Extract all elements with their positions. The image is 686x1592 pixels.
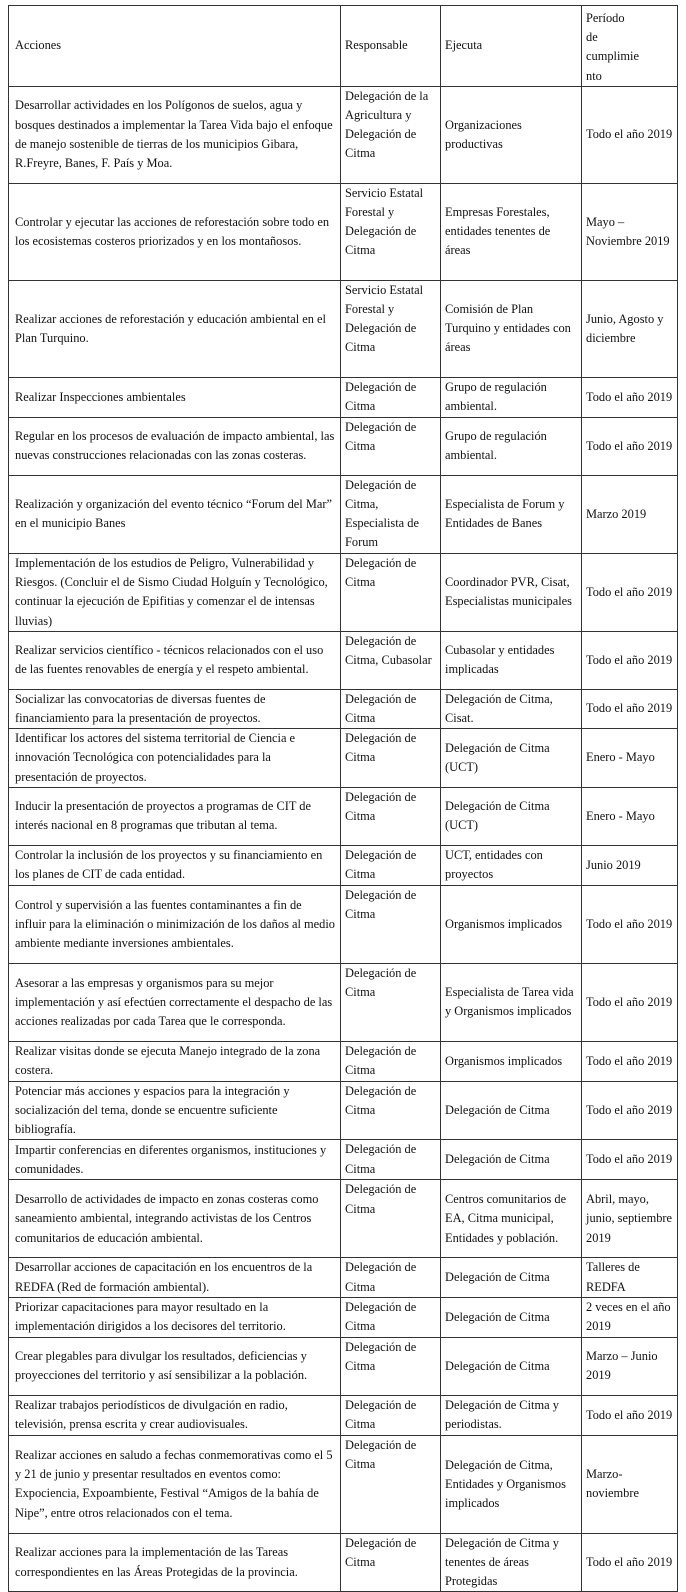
- ejecuta-cell: Delegación de Citma: [441, 1337, 582, 1395]
- table-row: [9, 963, 678, 1041]
- periodo-cell: Todo el año 2019: [582, 631, 678, 689]
- accion-cell: Realizar Inspecciones ambientales: [9, 377, 341, 417]
- ejecuta-cell: UCT, entidades con proyectos: [441, 845, 582, 885]
- responsable-cell: Delegación de Citma, Especialista de Forum: [341, 475, 441, 553]
- ejecuta-cell: Organizaciones productivas: [441, 86, 582, 183]
- responsable-cell: Delegación de Citma: [341, 963, 441, 1041]
- ejecuta-cell: Centros comunitarios de EA, Citma municipal, Entidades y población.: [441, 1180, 582, 1258]
- accion-cell: Identificar los actores del sistema territorial de Ciencia e innovación Tecnológica con potencialidades para la presentación de proyectos.: [9, 729, 341, 788]
- header-acciones: Acciones: [9, 6, 341, 87]
- periodo-cell: Todo el año 2019: [582, 1081, 678, 1140]
- table-row: [9, 1435, 678, 1533]
- actions-table: [8, 5, 678, 1592]
- accion-cell: Desarrollar actividades en los Polígonos de suelos, agua y bosques destinados a implementar la Tarea Vida bajo el enfoque de manejo sostenible de tierras de los municipios Gibara, R.Freyre, Banes, F. País y Moa.: [9, 86, 341, 183]
- accion-cell: Realizar servicios científico - técnicos relacionados con el uso de las fuentes renovables de energía y el respeto ambiental.: [9, 631, 341, 689]
- table-row: [9, 787, 678, 845]
- table-row: [9, 845, 678, 885]
- header-periodo-line: nto: [586, 68, 602, 83]
- accion-cell: Socializar las convocatorias de diversas fuentes de financiamiento para la presentación de proyectos.: [9, 689, 341, 728]
- accion-cell: Desarrollar acciones de capacitación en los encuentros de la REDFA (Red de formación ambiental).: [9, 1258, 341, 1297]
- table-row: [9, 475, 678, 553]
- responsable-cell: Delegación de Citma: [341, 377, 441, 417]
- accion-cell: Controlar y ejecutar las acciones de reforestación sobre todo en los ecosistemas costeros priorizados y en los montañosos.: [9, 183, 341, 280]
- responsable-cell: Delegación de Citma: [341, 1297, 441, 1337]
- ejecuta-cell: Delegación de Citma y tenentes de áreas Protegidas: [441, 1533, 582, 1592]
- accion-cell: Desarrollo de actividades de impacto en zonas costeras como saneamiento ambiental, integrando activistas de los Centros comunitarios de educación ambiental.: [9, 1180, 341, 1258]
- table-row: [9, 689, 678, 728]
- responsable-cell: Delegación de Citma: [341, 729, 441, 788]
- header-periodo-line: cumplimie: [586, 49, 639, 64]
- header-periodo: [582, 6, 678, 87]
- responsable-cell: Delegación de Citma, Cubasolar: [341, 631, 441, 689]
- table-row: [9, 631, 678, 689]
- responsable-cell: Delegación de Citma: [341, 885, 441, 963]
- header-responsable: Responsable: [341, 6, 441, 87]
- responsable-cell: Delegación de Citma: [341, 787, 441, 845]
- header-row: [9, 6, 678, 87]
- table-row: [9, 86, 678, 183]
- periodo-cell: Todo el año 2019: [582, 963, 678, 1041]
- accion-cell: Potenciar más acciones y espacios para la integración y socialización del tema, donde se encuentre suficiente bibliografía.: [9, 1081, 341, 1140]
- accion-cell: Realizar acciones en saludo a fechas conmemorativas como el 5 y 21 de junio y presentar resultados en eventos como: Expociencia, Expoambiente, Festival “Amigos de la bahía de Nipe”, entre otros relacionados con el tema.: [9, 1435, 341, 1533]
- responsable-cell: Delegación de Citma: [341, 1395, 441, 1435]
- ejecuta-cell: Delegación de Citma: [441, 1297, 582, 1337]
- responsable-cell: Delegación de la Agricultura y Delegación de Citma: [341, 86, 441, 183]
- ejecuta-cell: Organismos implicados: [441, 885, 582, 963]
- ejecuta-cell: Empresas Forestales, entidades tenentes de áreas: [441, 183, 582, 280]
- header-ejecuta: Ejecuta: [441, 6, 582, 87]
- periodo-cell: Todo el año 2019: [582, 1533, 678, 1592]
- ejecuta-cell: Delegación de Citma: [441, 1140, 582, 1180]
- table-row: [9, 183, 678, 280]
- ejecuta-cell: Organismos implicados: [441, 1041, 582, 1081]
- table-row: [9, 1533, 678, 1592]
- ejecuta-cell: Delegación de Citma, Cisat.: [441, 689, 582, 728]
- responsable-cell: Delegación de Citma: [341, 1081, 441, 1140]
- responsable-cell: Delegación de Citma: [341, 1180, 441, 1258]
- periodo-cell: Todo el año 2019: [582, 553, 678, 631]
- responsable-cell: Delegación de Citma: [341, 1533, 441, 1592]
- periodo-cell: 2 veces en el año 2019: [582, 1297, 678, 1337]
- ejecuta-cell: Especialista de Tarea vida y Organismos implicados: [441, 963, 582, 1041]
- ejecuta-cell: Delegación de Citma y periodistas.: [441, 1395, 582, 1435]
- ejecuta-cell: Delegación de Citma: [441, 1258, 582, 1297]
- table-row: [9, 1081, 678, 1140]
- ejecuta-cell: Delegación de Citma, Entidades y Organismos implicados: [441, 1435, 582, 1533]
- ejecuta-cell: Cubasolar y entidades implicadas: [441, 631, 582, 689]
- periodo-cell: Abril, mayo, junio, septiembre 2019: [582, 1180, 678, 1258]
- accion-cell: Asesorar a las empresas y organismos para su mejor implementación y así efectúen correctamente el despacho de las acciones realizadas por cada Tarea que le corresponda.: [9, 963, 341, 1041]
- accion-cell: Realizar acciones para la implementación de las Tareas correspondientes en las Áreas Protegidas de la provincia.: [9, 1533, 341, 1592]
- responsable-cell: Servicio Estatal Forestal y Delegación de Citma: [341, 183, 441, 280]
- table-row: [9, 1258, 678, 1297]
- ejecuta-cell: Delegación de Citma: [441, 1081, 582, 1140]
- responsable-cell: Delegación de Citma: [341, 689, 441, 728]
- periodo-cell: Marzo 2019: [582, 475, 678, 553]
- accion-cell: Impartir conferencias en diferentes organismos, instituciones y comunidades.: [9, 1140, 341, 1180]
- accion-cell: Priorizar capacitaciones para mayor resultado en la implementación dirigidos a los decisores del territorio.: [9, 1297, 341, 1337]
- periodo-cell: Talleres de REDFA: [582, 1258, 678, 1297]
- ejecuta-cell: Grupo de regulación ambiental.: [441, 417, 582, 475]
- responsable-cell: Delegación de Citma: [341, 1337, 441, 1395]
- periodo-cell: Junio, Agosto y diciembre: [582, 280, 678, 377]
- responsable-cell: Delegación de Citma: [341, 845, 441, 885]
- responsable-cell: Delegación de Citma: [341, 1435, 441, 1533]
- table-row: [9, 553, 678, 631]
- responsable-cell: Delegación de Citma: [341, 1140, 441, 1180]
- responsable-cell: Servicio Estatal Forestal y Delegación de Citma: [341, 280, 441, 377]
- table-row: [9, 377, 678, 417]
- accion-cell: Realizar visitas donde se ejecuta Manejo integrado de la zona costera.: [9, 1041, 341, 1081]
- accion-cell: Realización y organización del evento técnico “Forum del Mar” en el municipio Banes: [9, 475, 341, 553]
- table-row: [9, 1395, 678, 1435]
- periodo-cell: Enero - Mayo: [582, 787, 678, 845]
- responsable-cell: Delegación de Citma: [341, 417, 441, 475]
- periodo-cell: Junio 2019: [582, 845, 678, 885]
- table-row: [9, 1337, 678, 1395]
- ejecuta-cell: Delegación de Citma (UCT): [441, 729, 582, 788]
- table-row: [9, 280, 678, 377]
- periodo-cell: Todo el año 2019: [582, 86, 678, 183]
- accion-cell: Controlar la inclusión de los proyectos y su financiamiento en los planes de CIT de cada entidad.: [9, 845, 341, 885]
- ejecuta-cell: Especialista de Forum y Entidades de Banes: [441, 475, 582, 553]
- accion-cell: Regular en los procesos de evaluación de impacto ambiental, las nuevas construcciones relacionadas con las zonas costeras.: [9, 417, 341, 475]
- ejecuta-cell: Comisión de Plan Turquino y entidades con áreas: [441, 280, 582, 377]
- ejecuta-cell: Coordinador PVR, Cisat, Especialistas municipales: [441, 553, 582, 631]
- accion-cell: Realizar trabajos periodísticos de divulgación en radio, televisión, prensa escrita y crear audiovisuales.: [9, 1395, 341, 1435]
- table-row: [9, 1041, 678, 1081]
- header-periodo-line: de: [586, 30, 598, 45]
- table-row: [9, 1140, 678, 1180]
- periodo-cell: Marzo- noviembre: [582, 1435, 678, 1533]
- accion-cell: Control y supervisión a las fuentes contaminantes a fin de influir para la eliminación o minimización de los daños al medio ambiente mediante inversiones ambientales.: [9, 885, 341, 963]
- header-periodo-line: Período: [586, 11, 625, 25]
- periodo-cell: Enero - Mayo: [582, 729, 678, 788]
- responsable-cell: Delegación de Citma: [341, 1041, 441, 1081]
- table-row: [9, 1180, 678, 1258]
- ejecuta-cell: Delegación de Citma (UCT): [441, 787, 582, 845]
- periodo-cell: Todo el año 2019: [582, 1041, 678, 1081]
- accion-cell: Inducir la presentación de proyectos a programas de CIT de interés nacional en 8 programas que tributan al tema.: [9, 787, 341, 845]
- periodo-cell: Todo el año 2019: [582, 377, 678, 417]
- periodo-cell: Todo el año 2019: [582, 689, 678, 728]
- periodo-cell: Todo el año 2019: [582, 885, 678, 963]
- periodo-cell: Todo el año 2019: [582, 417, 678, 475]
- table-row: [9, 729, 678, 788]
- accion-cell: Crear plegables para divulgar los resultados, deficiencias y proyecciones del territorio y así sensibilizar a la población.: [9, 1337, 341, 1395]
- table-row: [9, 885, 678, 963]
- responsable-cell: Delegación de Citma: [341, 1258, 441, 1297]
- periodo-cell: Todo el año 2019: [582, 1395, 678, 1435]
- accion-cell: Implementación de los estudios de Peligro, Vulnerabilidad y Riesgos. (Concluir el de Sismo Ciudad Holguín y Tecnológico, continuar la ejecución de Epifitias y comenzar el de intensas lluvias): [9, 553, 341, 631]
- table-row: [9, 417, 678, 475]
- ejecuta-cell: Grupo de regulación ambiental.: [441, 377, 582, 417]
- periodo-cell: Mayo – Noviembre 2019: [582, 183, 678, 280]
- table-row: [9, 1297, 678, 1337]
- accion-cell: Realizar acciones de reforestación y educación ambiental en el Plan Turquino.: [9, 280, 341, 377]
- periodo-cell: Marzo – Junio 2019: [582, 1337, 678, 1395]
- periodo-cell: Todo el año 2019: [582, 1140, 678, 1180]
- responsable-cell: Delegación de Citma: [341, 553, 441, 631]
